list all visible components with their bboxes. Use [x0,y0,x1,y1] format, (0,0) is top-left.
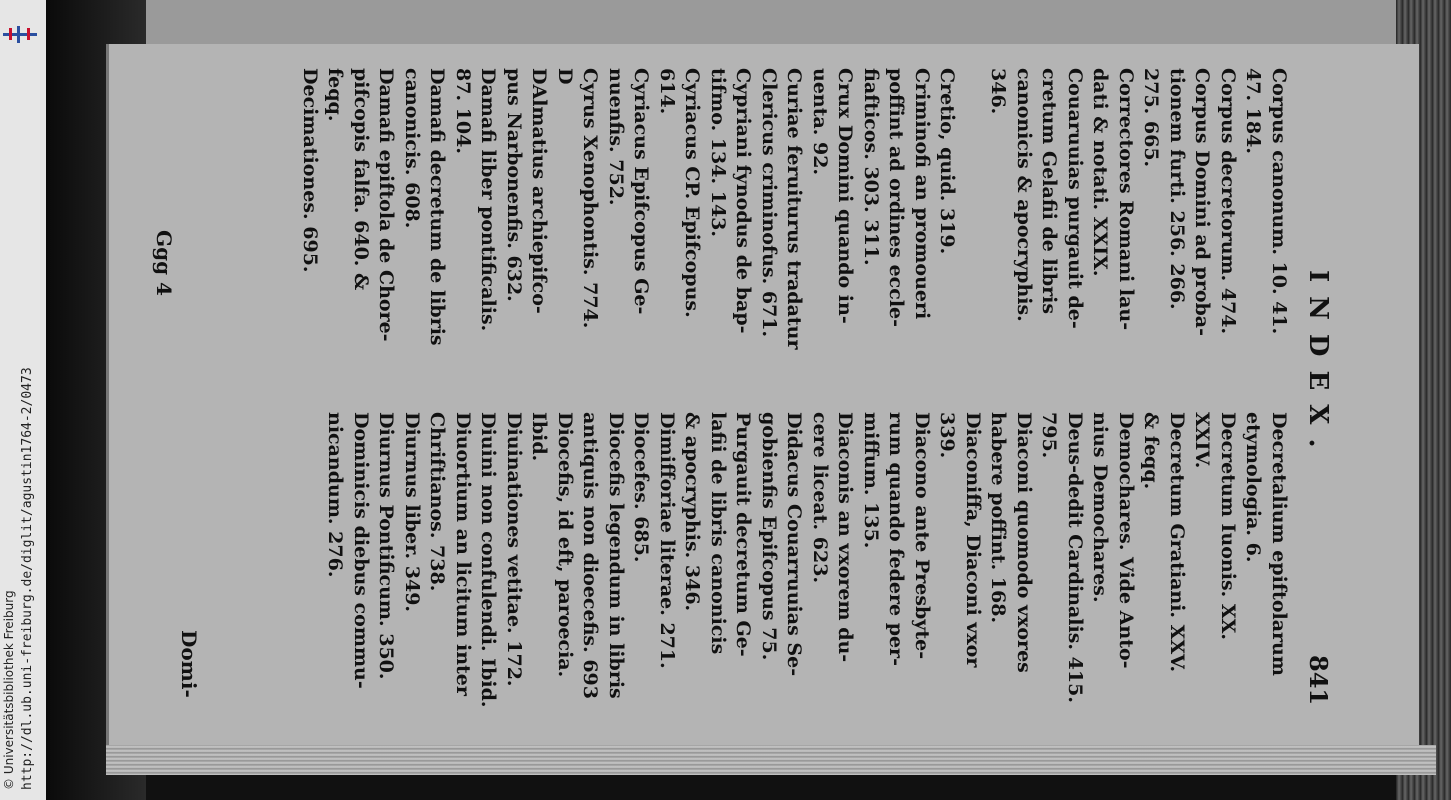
index-entry: Dimifforiae literae. 271. [656,412,678,669]
index-entry: canonicis. 608. [401,68,423,229]
index-entry: Decretum Iuonis. XX. [1217,412,1239,640]
index-entry: lafii de libris canonicis [707,412,729,655]
index-entry [960,68,986,398]
index-entry: Diocefis, id eft, paroecia. [554,412,576,678]
index-entry: fiafticos. 303. 311. [860,68,882,266]
index-entry: Cretio, quid. 319. [936,68,959,255]
index-entry: pus Narbonenfis. 632. [503,68,525,302]
running-header [1293,50,1333,750]
index-entry: Decretum Gratiani. XXV. [1166,412,1188,673]
index-entry: Diuinationes vetitae. 172. [503,412,525,687]
index-entry: XXIV. [1191,412,1214,469]
index-entry: Couaruuias purgauit de- [1064,68,1086,329]
index-entry: 87. 104. [452,68,474,154]
index-entry: Crux Domini quando in- [834,68,857,324]
index-entry: gobienfis Epifcopus 75. [758,412,780,661]
index-entry: Cypriani fynodus de bap- [732,68,755,334]
index-entry: miffum. 135. [860,412,882,549]
index-entry: 339. [936,412,959,459]
index-entry: canonicis & apocryphis. [1013,68,1035,322]
index-entry: Purgauit decretum Ge- [732,412,755,657]
index-entry: Damafi epiftola de Chore- [375,68,398,342]
viewer-sidebar [0,0,46,800]
index-entry: uenta. 92. [809,68,831,176]
index-column-left [297,68,1292,398]
index-entry: DAlmatius archiepifco- [528,68,551,314]
index-entry: 275. 665. [1140,68,1163,168]
index-entry: Diuortium an licitum inter [452,412,474,696]
index-entry: Curiae feruiturus tradatur [783,68,806,350]
index-entry: Diurnus Pontificum. 350. [375,412,398,680]
library-logo-icon [3,24,37,44]
index-entry: Cyriacus Epifcopus Ge- [630,68,653,315]
copyright-notice: © Universitätsbibliothek Freiburg [2,590,16,790]
scanned-page [46,0,1451,800]
index-entry: 47. 184. [1242,68,1265,154]
index-entry: feqq. [324,68,347,122]
index-entry: Cyrus Xenophontis. 774. [579,68,602,329]
index-entry: Ibid. [528,412,551,462]
source-url[interactable]: http://dl.ub.uni-freiburg.de/diglit/agustin1764-2/0473 [20,367,35,790]
index-entry: antiquis non dioecefis. 693 [579,412,602,699]
index-entry: & feqq. [1140,412,1163,490]
index-entry: Damafi liber pontificalis. [477,68,500,332]
index-entry: Demochares. Vide Anto- [1115,412,1137,669]
index-entry: Chriftianos. 738. [426,412,449,592]
index-entry: 795. [1038,412,1061,459]
index-entry: nicandum. 276. [324,412,347,578]
index-entry: Diaconis an vxorem du- [834,412,857,663]
index-entry: Corpus decretorum. 474. [1217,68,1239,335]
index-entry: 346. [987,68,1010,115]
page-number: 841 [1304,655,1333,706]
index-entry: Didacus Couarruuias Se- [783,412,806,677]
index-entry: nius Demochares. [1089,412,1112,603]
catchword: Domi- [177,630,201,698]
index-entry: Diuini non confulendi. Ibid. [477,412,500,708]
index-entry: Damafi decretum de libris [426,68,449,346]
index-entry: Criminofi an promoueri [911,68,933,320]
index-entry: cretum Gelafii de libris [1038,68,1061,315]
signature-mark: Ggg 4 [152,230,176,296]
index-column-right [322,412,1291,742]
index-entry: Diaconi quomodo vxores [1013,412,1035,673]
index-entry: Correctores Romani lau- [1115,68,1137,331]
index-entry: Cyriacus CP. Epifcopus. [681,68,704,318]
index-entry: tionem furti. 256. 266. [1166,68,1188,310]
index-entry: Diocefes. 685. [630,412,653,563]
index-entry: 614. [656,68,678,115]
index-entry: habere poffint. 168. [987,412,1010,624]
index-entry: Deus-dedit Cardinalis. 415. [1064,412,1086,703]
index-entry: Decretalium epiftolarum [1268,412,1290,676]
index-entry: Decimationes. 695. [299,68,321,273]
index-entry: Diacono ante Presbyte- [911,412,933,660]
index-entry: Corpus canonum. 10. 41. [1268,68,1290,335]
index-entry: Diocefis legendum in libris [605,412,627,699]
index-entry: Dominicis diebus commu- [350,412,372,689]
index-entry: tifmo. 134. 143. [707,68,729,238]
index-entry: D [554,68,576,85]
index-entry: etymologia. 6. [1242,412,1265,563]
index-entry: rum quando federe per- [885,412,908,666]
rotated-text-area [101,50,1396,750]
index-entry: & apocryphis. 346. [681,412,704,612]
index-entry: poffint ad ordines eccle- [885,68,908,328]
index-entry: nuenfis. 752. [605,68,627,206]
index-entry: Clericus criminofus. 671. [758,68,780,338]
index-entry: Corpus Domini ad proba- [1191,68,1214,336]
index-entry: cere liceat. 623. [809,412,831,584]
index-entry: pifcopis falfa. 640. & [350,68,372,291]
index-entry: Diurnus liber. 349. [401,412,423,613]
header-title: INDEX. [1303,270,1333,462]
page-text [101,50,1341,750]
index-entry: dati & notati. XXIX. [1089,68,1112,277]
index-entry: Diaconiffa, Diaconi vxor [962,412,984,668]
